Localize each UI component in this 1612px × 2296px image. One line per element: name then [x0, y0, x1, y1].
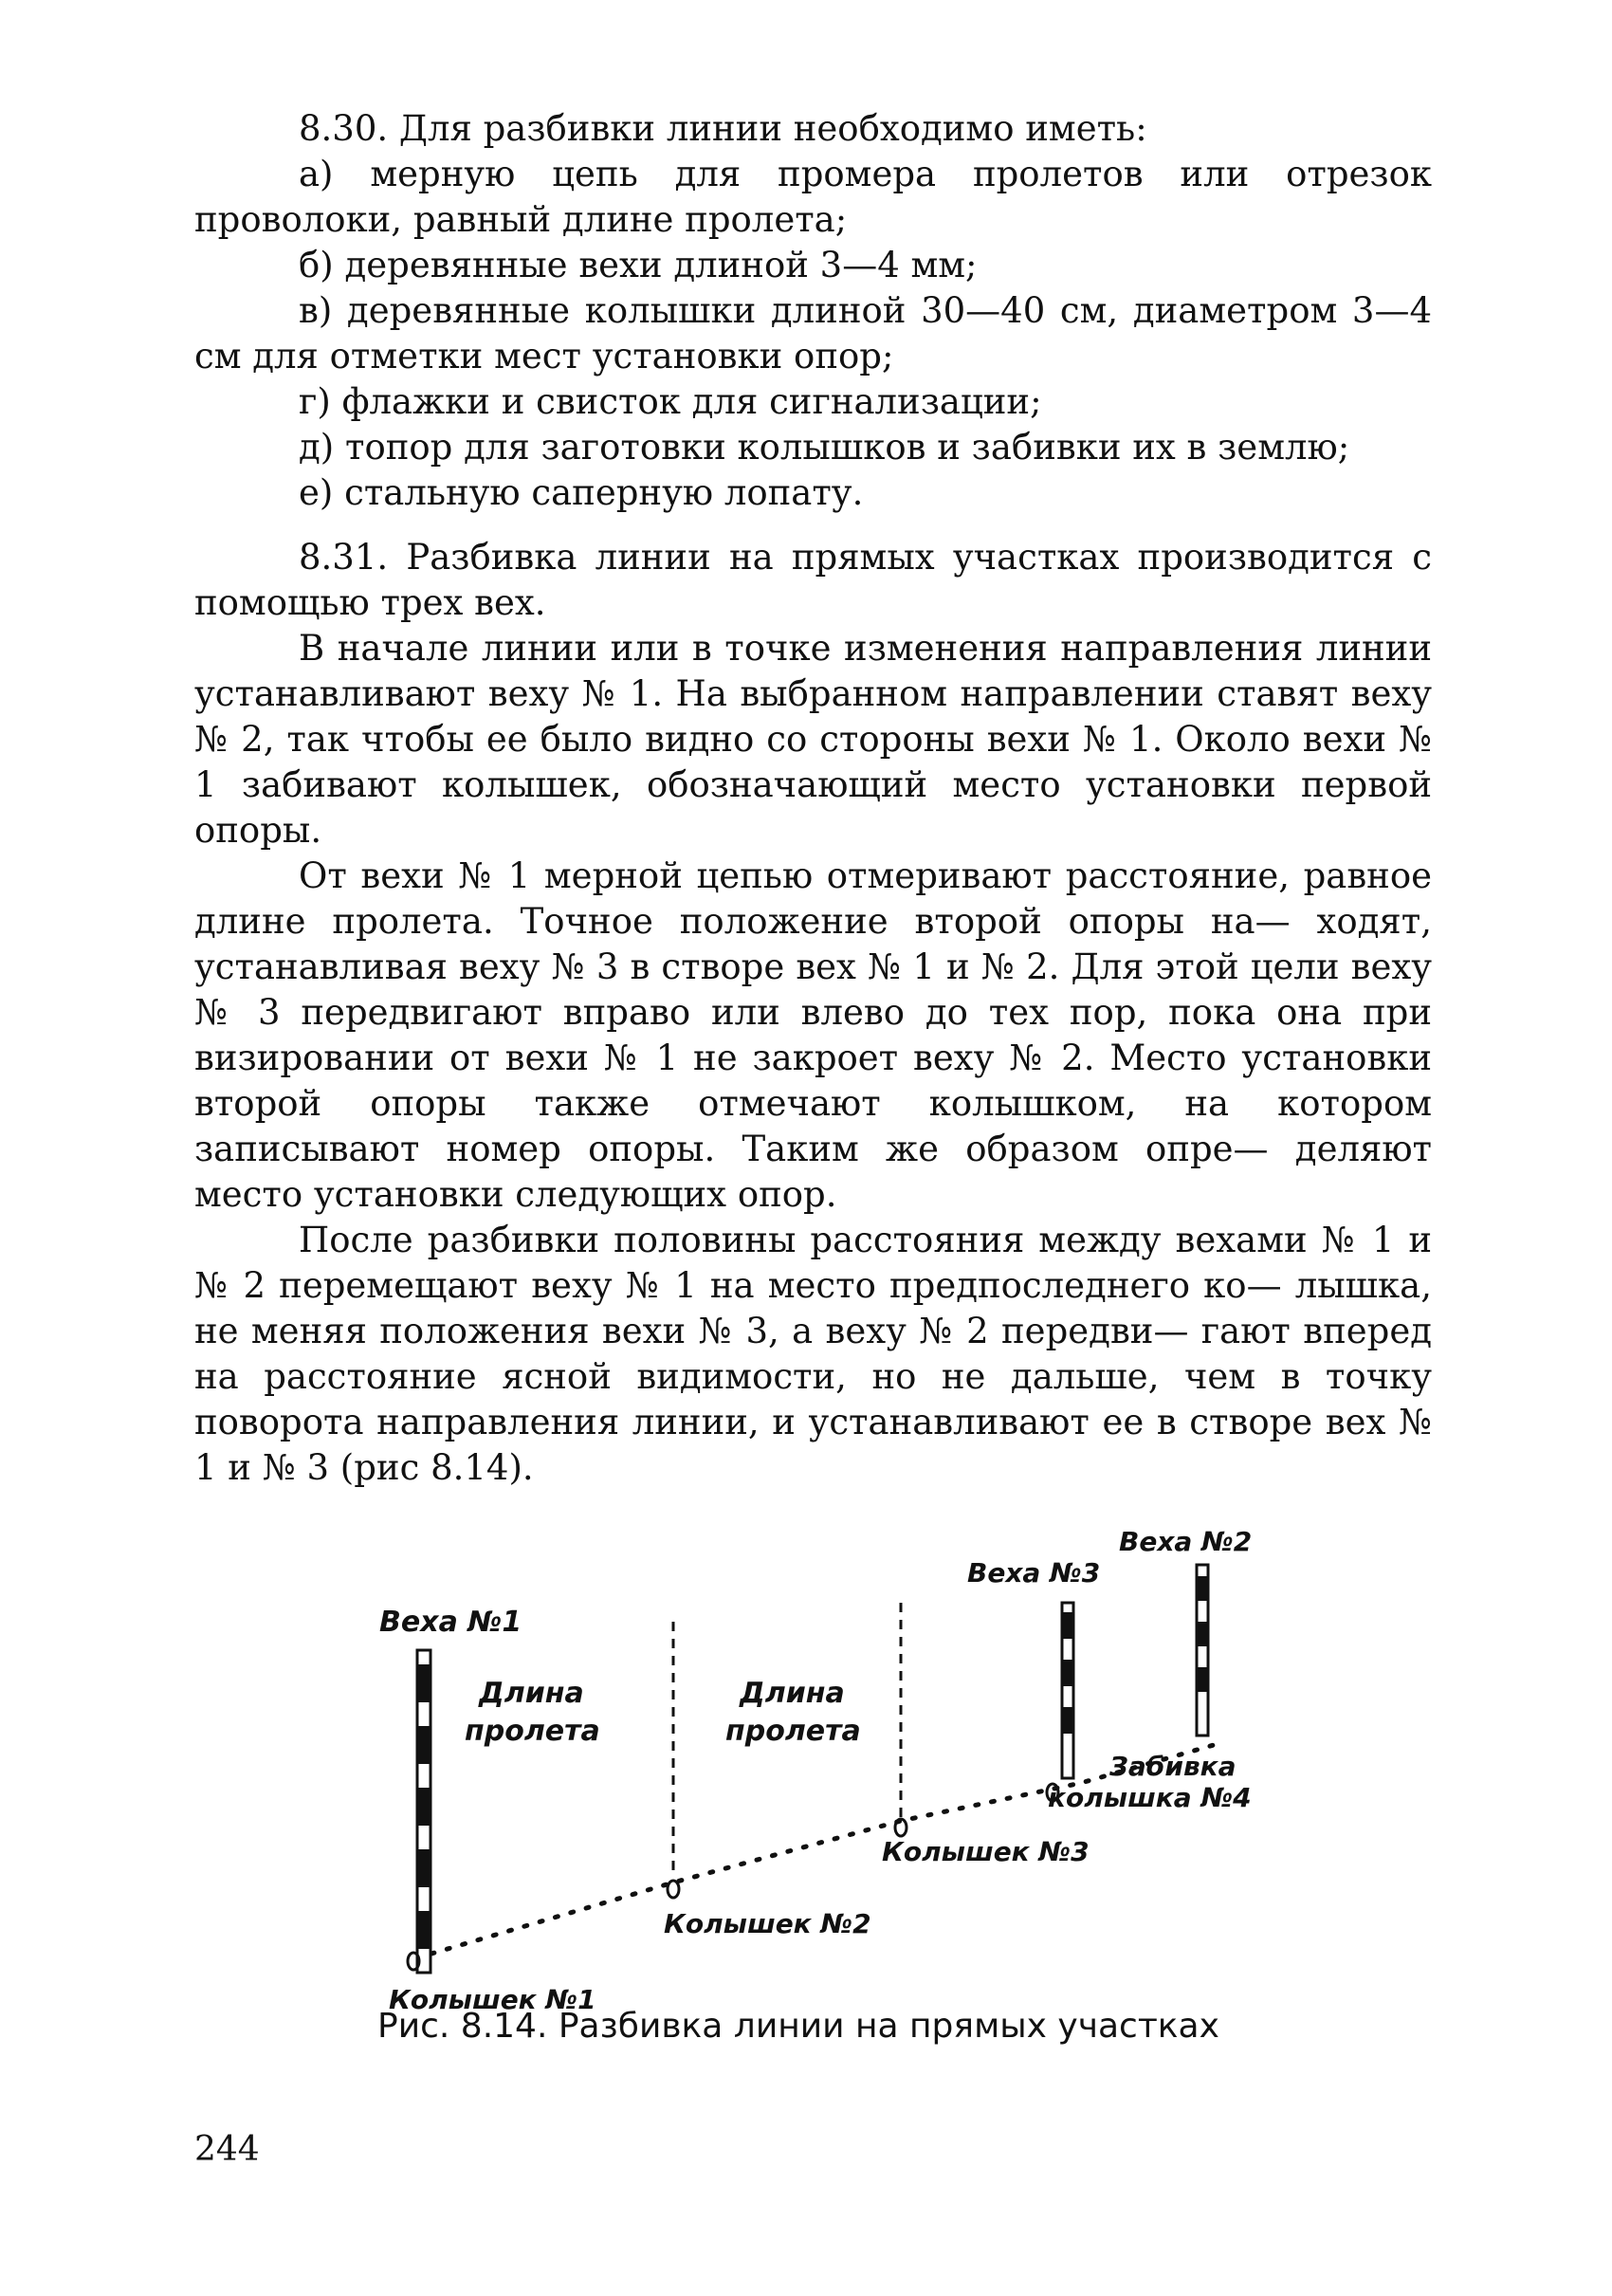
vekha-1-pole	[417, 1650, 430, 1973]
label-peg-1: Колышек №1	[389, 1984, 596, 2015]
label-vekha-3: Веха №3	[967, 1557, 1101, 1589]
paragraph: 8.31. Разбивка линии на прямых участках производится с помощью трех вех.	[194, 537, 1432, 623]
label-peg-3: Колышек №3	[882, 1836, 1090, 1867]
list-item: е) стальную саперную лопату.	[299, 472, 864, 513]
vekha-3-pole	[1062, 1603, 1073, 1778]
page-number: 244	[194, 2130, 260, 2169]
list-item: г) флажки и свисток для сигнализации;	[299, 381, 1042, 422]
label-vekha-2: Веха №2	[1119, 1526, 1253, 1557]
figure-caption: Рис. 8.14. Разбивка линии на прямых участках	[377, 2007, 1219, 2046]
vekha-2-pole	[1197, 1565, 1208, 1736]
label-peg-2: Колышек №2	[664, 1908, 871, 1939]
label-span-1-line-1: Длина	[479, 1677, 584, 1710]
text-column	[194, 106, 1432, 1491]
paragraph: В начале линии или в точке изменения направления линии устанавливают веху № 1. На выбранном направлении ставят веху № 2, так чтобы ее было видно со стороны вехи № 1. Около вехи № 1 забивают колышек, обозначающий место установки первой опоры.	[194, 628, 1432, 851]
list-item: д) топор для заготовки колышков и забивки их в землю;	[299, 427, 1350, 468]
label-span-2-line-1: Длина	[740, 1677, 845, 1710]
label-span-2-line-2: пролета	[725, 1715, 861, 1748]
label-vekha-1: Веха №1	[379, 1606, 522, 1639]
label-peg-4-line-1: Забивка	[1109, 1751, 1236, 1782]
paragraph: После разбивки половины расстояния между вехами № 1 и № 2 перемещают веху № 1 на место предпоследнего ко— лышка, не меняя положения вехи № 3, а веху № 2 передви— гают вперед на расстояние ясной видимости, но не дальше, чем в точку поворота направления линии, и устанавливают ее в створе вех № 1 и № 3 (рис 8.14).	[194, 1220, 1432, 1488]
label-peg-4-line-2: колышка №4	[1048, 1782, 1252, 1813]
list-item: а) мерную цепь для промера пролетов или отрезок проволоки, равный длине пролета;	[194, 154, 1432, 240]
list-item: в) деревянные колышки длиной 30—40 см, диаметром 3—4 см для отметки мест установки опор;	[194, 290, 1432, 377]
section-830-heading: 8.30. Для разбивки линии необходимо иметь:	[299, 108, 1147, 149]
paragraph: От вехи № 1 мерной цепью отмеривают расстояние, равное длине пролета. Точное положение второй опоры на— ходят, устанавливая веху № 3 в створе вех № 1 и № 2. Для этой цели веху № 3 передвигают вправо или влево до тех пор, пока она при визировании от вехи № 1 не закроет веху № 2. Место установки второй опоры также отмечают колышком, на котором записывают номер опоры. Таким же образом опре— деляют место установки следующих опор.	[194, 855, 1432, 1215]
figure-line-layout	[360, 1508, 1271, 2030]
list-item: б) деревянные вехи длиной 3—4 мм;	[299, 245, 978, 285]
peg-2	[668, 1881, 679, 1898]
label-span-1-line-2: пролета	[465, 1715, 600, 1748]
